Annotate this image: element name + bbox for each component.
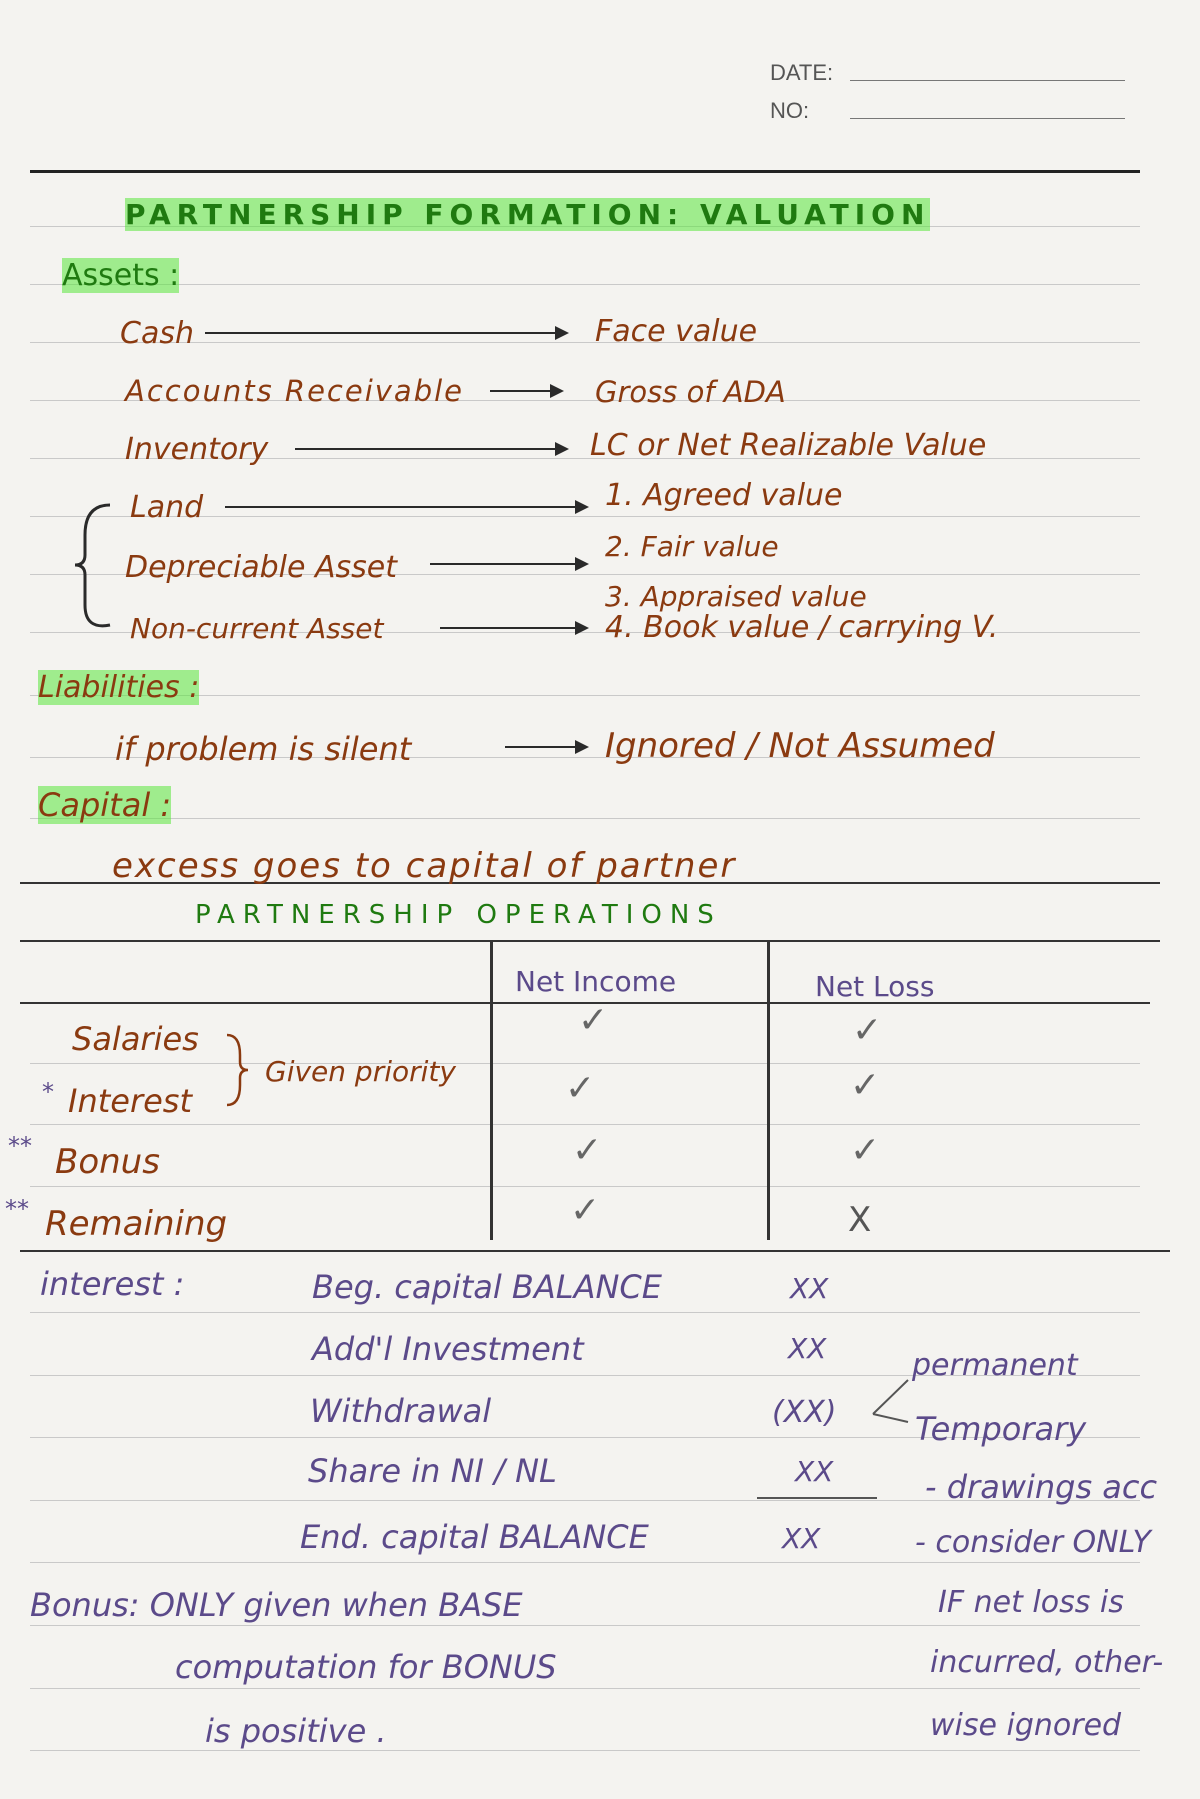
- table-divider: [767, 940, 770, 1240]
- arrow-head: [575, 557, 589, 571]
- asset-value: 4. Book value / carrying V.: [605, 610, 999, 645]
- row-marker: *: [42, 1078, 54, 1106]
- asset-item: Inventory: [125, 432, 269, 467]
- date-line: [850, 80, 1125, 81]
- asset-value: 1. Agreed value: [605, 478, 843, 513]
- x-mark: X: [848, 1200, 872, 1240]
- bonus-note-line: computation for BONUS: [175, 1648, 557, 1686]
- asset-item: Depreciable Asset: [125, 550, 397, 585]
- assets-heading: Assets :: [62, 258, 180, 293]
- operations-heading: PARTNERSHIP OPERATIONS: [195, 900, 722, 930]
- interest-amount: (XX): [772, 1395, 837, 1430]
- rule: [30, 1186, 1140, 1187]
- interest-label: interest :: [40, 1265, 185, 1303]
- bonus-note-line: is positive .: [205, 1712, 387, 1750]
- arrow: [295, 448, 555, 450]
- asset-value: 2. Fair value: [605, 530, 779, 563]
- rule: [30, 1124, 1140, 1125]
- liabilities-heading: Liabilities :: [38, 670, 200, 705]
- interest-amount: XX: [782, 1522, 821, 1555]
- rule: [30, 818, 1140, 819]
- side-note: incurred, other-: [930, 1645, 1164, 1680]
- arrow: [505, 746, 575, 748]
- row-label-bonus: Bonus: [55, 1142, 160, 1182]
- total-underline: [757, 1497, 877, 1499]
- column-header-income: Net Income: [515, 965, 677, 998]
- asset-value: Gross of ADA: [595, 375, 786, 409]
- row-marker: **: [8, 1132, 32, 1160]
- rule: [30, 1562, 1140, 1563]
- arrow: [205, 332, 555, 334]
- side-note: IF net loss is: [938, 1585, 1124, 1620]
- check-mark: ✓: [565, 1068, 596, 1109]
- rule: [30, 284, 1140, 285]
- capital-heading: Capital :: [38, 786, 172, 824]
- asset-item: Cash: [120, 316, 194, 351]
- side-note: permanent: [912, 1348, 1078, 1383]
- arrow-head: [550, 384, 564, 398]
- interest-line: Beg. capital BALANCE: [312, 1268, 662, 1306]
- arrow: [440, 627, 575, 629]
- arrow-head: [575, 500, 589, 514]
- arrow: [225, 506, 575, 508]
- priority-note: Given priority: [265, 1055, 456, 1088]
- arrow: [490, 390, 550, 392]
- rule: [30, 342, 1140, 343]
- rule: [30, 1063, 1140, 1064]
- rule: [30, 1688, 1140, 1689]
- row-label-salaries: Salaries: [72, 1020, 199, 1058]
- arrow: [430, 563, 575, 565]
- bonus-note-line: Bonus: ONLY given when BASE: [30, 1586, 523, 1624]
- arrow-head: [555, 442, 569, 456]
- check-mark: ✓: [578, 1000, 609, 1041]
- asset-value: 3. Appraised value: [605, 580, 867, 613]
- check-mark: ✓: [570, 1190, 601, 1231]
- liabilities-rule: if problem is silent: [115, 730, 412, 768]
- row-marker: **: [5, 1195, 29, 1223]
- interest-amount: XX: [795, 1455, 834, 1488]
- rule: [20, 1250, 1170, 1252]
- no-line: [850, 118, 1125, 119]
- arrow-head: [575, 621, 589, 635]
- side-note: - consider ONLY: [915, 1525, 1151, 1560]
- check-mark: ✓: [850, 1065, 881, 1106]
- brace-icon: [222, 1030, 252, 1110]
- interest-line: Withdrawal: [310, 1392, 492, 1430]
- side-note: - drawings acc: [925, 1468, 1158, 1506]
- no-label: NO:: [770, 98, 810, 123]
- capital-note: excess goes to capital of partner: [112, 846, 737, 886]
- rule: [30, 1312, 1140, 1313]
- brace-icon: [70, 495, 120, 635]
- row-label-interest: Interest: [68, 1082, 193, 1120]
- asset-item: Accounts Receivable: [125, 374, 465, 408]
- row-label-remaining: Remaining: [45, 1204, 228, 1244]
- asset-value: Face value: [595, 314, 758, 349]
- rule: [30, 1625, 1140, 1626]
- check-mark: ✓: [852, 1010, 883, 1051]
- arrow-head: [555, 326, 569, 340]
- side-note: Temporary: [915, 1410, 1087, 1448]
- interest-amount: XX: [790, 1272, 829, 1305]
- interest-line: Add'l Investment: [312, 1330, 584, 1368]
- side-note: wise ignored: [930, 1708, 1122, 1743]
- interest-line: Share in NI / NL: [308, 1452, 557, 1490]
- table-divider: [490, 940, 493, 1240]
- asset-value: LC or Net Realizable Value: [590, 428, 987, 463]
- check-mark: ✓: [572, 1130, 603, 1171]
- arrow-head: [575, 740, 589, 754]
- asset-item: Land: [130, 490, 204, 525]
- asset-item: Non-current Asset: [130, 612, 384, 645]
- check-mark: ✓: [850, 1130, 881, 1171]
- column-header-loss: Net Loss: [815, 970, 935, 1003]
- rule: [30, 170, 1140, 173]
- liabilities-result: Ignored / Not Assumed: [605, 726, 995, 766]
- rule: [30, 1750, 1140, 1751]
- date-label: DATE:: [770, 60, 834, 85]
- rule: [20, 940, 1160, 942]
- interest-amount: XX: [788, 1332, 827, 1365]
- interest-line: End. capital BALANCE: [300, 1518, 649, 1556]
- page-title: PARTNERSHIP FORMATION: VALUATION: [125, 198, 931, 231]
- connector-icon: [868, 1372, 918, 1432]
